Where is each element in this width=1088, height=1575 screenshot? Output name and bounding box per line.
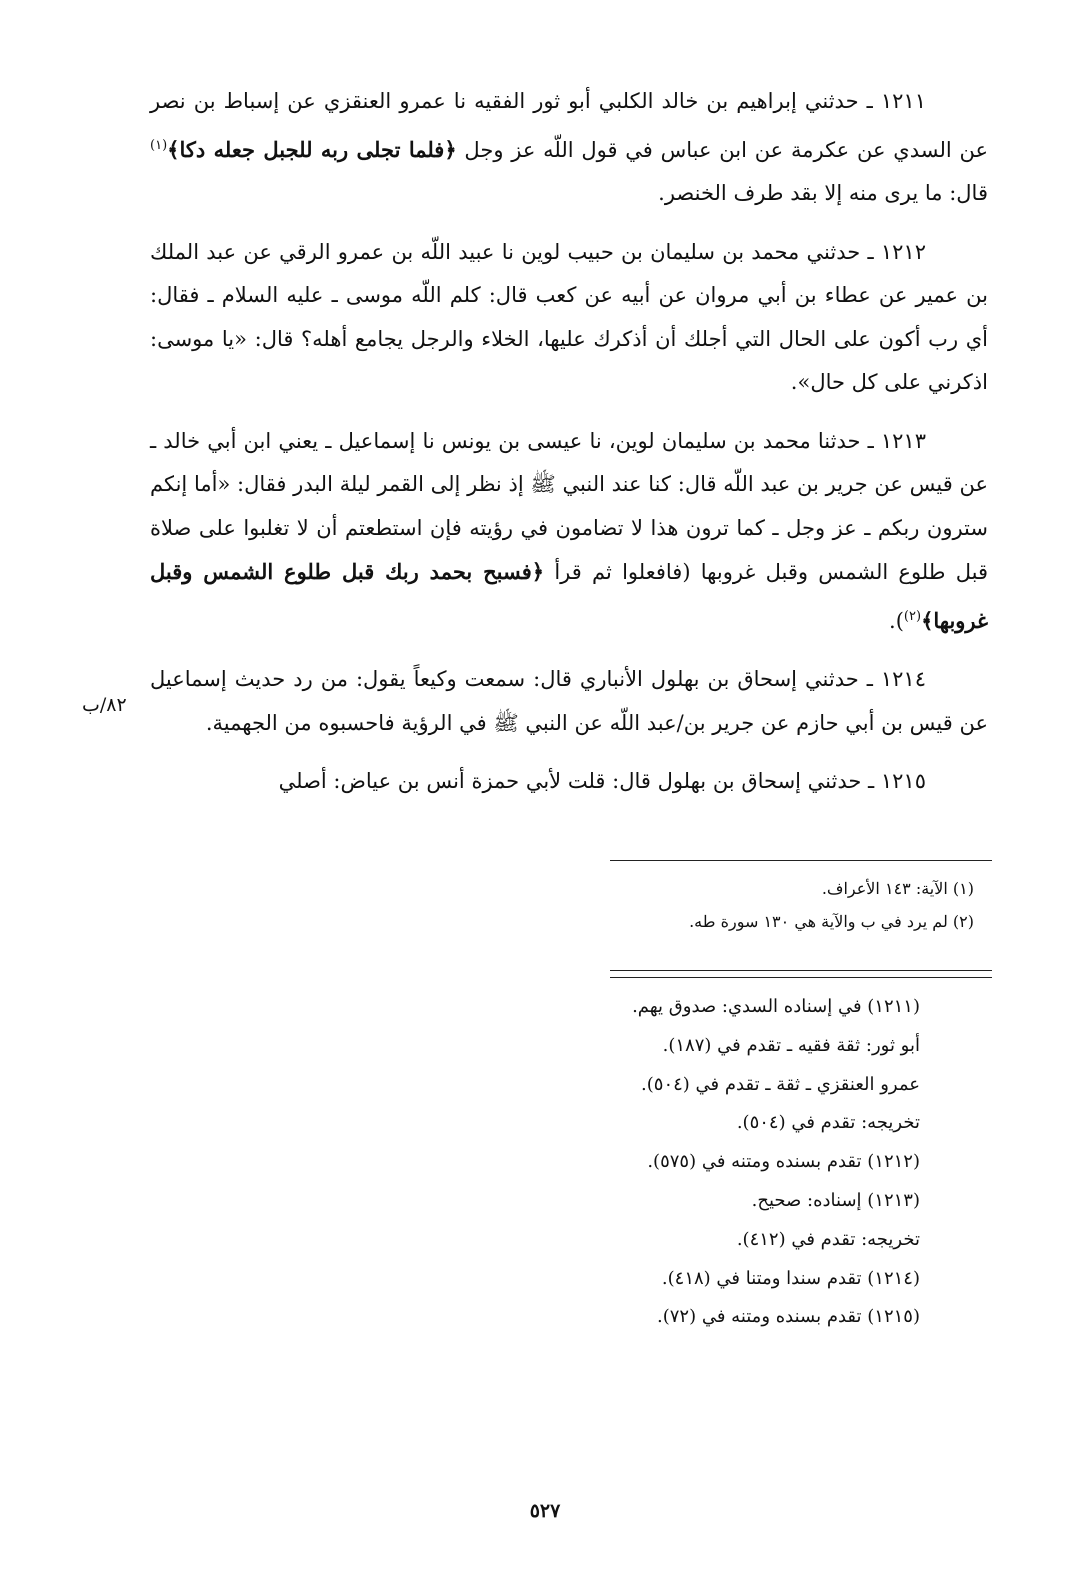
hadith-1215-text: ١٢١٥ ـ حدثني إسحاق بن بهلول قال: قلت لأبي حمزة أنس بن عياض: أصلي xyxy=(278,769,926,793)
hadith-1215 xyxy=(150,760,988,804)
quran-quote-2: ﴿فسبح بحمد ربك قبل طلوع الشمس وقبل غروبها﴾ xyxy=(150,559,988,633)
footnote-1: (١) الآية: ١٤٣ الأعراف. xyxy=(821,879,974,898)
hadith-1212 xyxy=(150,231,988,405)
page-number: ٥٢٧ xyxy=(529,1500,561,1522)
quran-quote-1: ﴿فلما تجلى ربه للجبل جعله دكا﴾ xyxy=(167,136,457,162)
hadith-1213-text: ١٢١٣ ـ حدثنا محمد بن سليمان لوين، نا عيسى بن يونس نا إسماعيل ـ يعني ابن أبي خالد ـ عن قيس عن جرير بن عبد اللّه قال: كنا عند النبي ﷺ إذ نظر إلى القمر ليلة البدر فقال: «أما إنكم سترون ربكم ـ عز وجل ـ كما ترون هذا لا تضامون في رؤيته فإن استطعتم أن لا تغلبوا على صلاة قبل طلوع الشمس وقبل غروبها (فافعلوا ثم قرأ xyxy=(150,428,988,584)
footnote-divider xyxy=(610,860,992,861)
hadith-1211-text: ١٢١١ ـ حدثني إبراهيم بن خالد الكلبي أبو ثور الفقيه نا عمرو العنقزي عن إسباط بن نصر عن السدي عن عكرمة عن ابن عباس في قول اللّه عز وجل xyxy=(150,89,988,162)
editor-notes xyxy=(500,988,920,1337)
notes-double-divider xyxy=(610,970,992,978)
note-takhrij-1213: تخريجه: تقدم في (٤١٢). xyxy=(736,1228,920,1250)
footnote-ref-2[interactable]: (٢) xyxy=(903,608,922,624)
hadith-1213 xyxy=(150,420,988,644)
footnote-ref-1[interactable]: (١) xyxy=(150,137,168,153)
main-text xyxy=(150,80,988,819)
note-1214: (١٢١٤) تقدم سندا ومتنا في (٤١٨). xyxy=(661,1267,920,1289)
note-1213: (١٢١٣) إسناده: صحيح. xyxy=(751,1189,920,1211)
note-abu-thawr: أبو ثور: ثقة فقيه ـ تقدم في (١٨٧). xyxy=(662,1034,920,1056)
manuscript-folio-note: ٨٢/ب xyxy=(82,694,127,716)
footnote-2: (٢) لم يرد في ب والآية هي ١٣٠ سورة طه. xyxy=(689,912,974,931)
hadith-1211-tail: قال: ما يرى منه إلا بقد طرف الخنصر. xyxy=(658,181,988,205)
footnotes xyxy=(560,872,974,938)
hadith-1214-text: ١٢١٤ ـ حدثني إسحاق بن بهلول الأنباري قال: سمعت وكيعاً يقول: من رد حديث إسماعيل عن قيس بن أبي حازم عن جرير بن/عبد اللّه عن النبي ﷺ في الرؤية فاحسبوه من الجهمية. xyxy=(150,667,988,735)
hadith-1213-tail: ). xyxy=(889,608,904,633)
hadith-1214 xyxy=(150,658,988,745)
note-takhrij-1211: تخريجه: تقدم في (٥٠٤). xyxy=(736,1112,920,1134)
note-amr-alanqazi: عمرو العنقزي ـ ثقة ـ تقدم في (٥٠٤). xyxy=(641,1073,920,1095)
hadith-1212-text: ١٢١٢ ـ حدثني محمد بن سليمان بن حبيب لوين نا عبيد اللّه بن عمرو الرقي عن عبد الملك بن عمير عن عطاء بن أبي مروان عن أبيه عن كعب قال: كلم اللّه موسى ـ عليه السلام ـ فقال: أي رب أكون على الحال التي أجلك أن أذكرك عليها، الخلاء والرجل يجامع أهله؟ قال: «يا موسى: اذكرني على كل حال». xyxy=(150,239,988,394)
note-1211: (١٢١١) في إسناده السدي: صدوق يهم. xyxy=(632,996,920,1017)
note-1212: (١٢١٢) تقدم بسنده ومتنه في (٥٧٥). xyxy=(647,1151,920,1173)
note-1215: (١٢١٥) تقدم بسنده ومتنه في (٧٢). xyxy=(657,1306,920,1328)
hadith-1211 xyxy=(150,80,988,216)
